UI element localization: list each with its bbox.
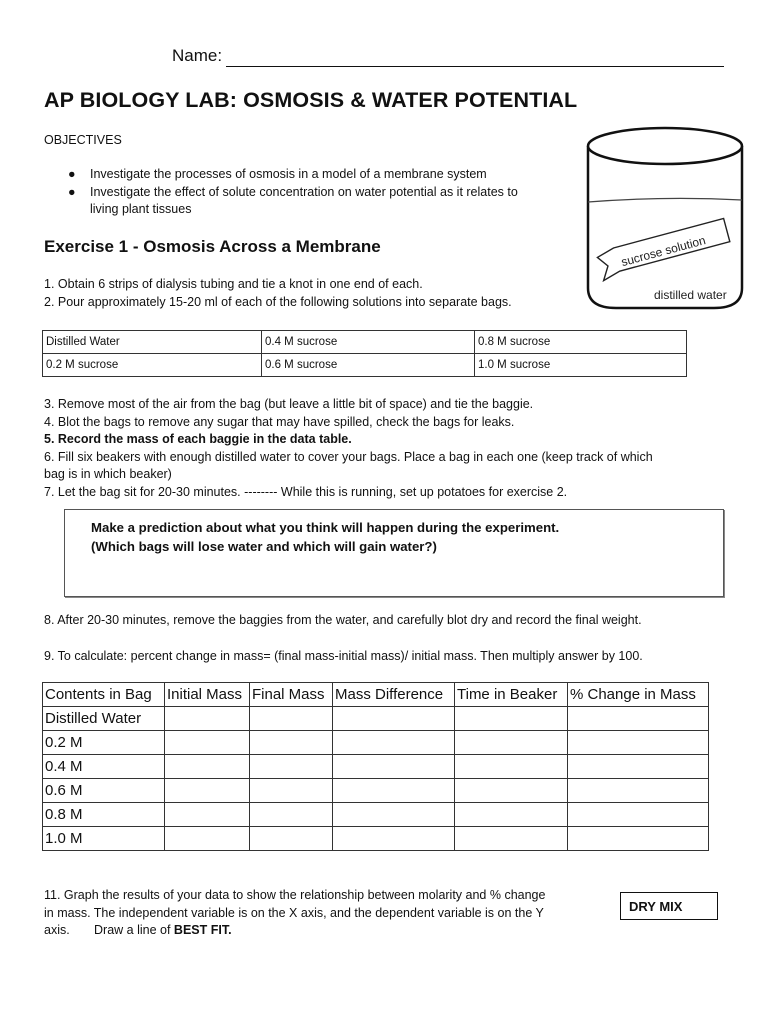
- bullet-icon: ●: [68, 167, 76, 181]
- step-9: 9. To calculate: percent change in mass= (final mass-initial mass)/ initial mass. Then multiply answer by 100.: [44, 649, 643, 663]
- row-label: 1.0 M: [43, 827, 165, 851]
- water-label: distilled water: [654, 288, 727, 302]
- objectives-list: [62, 166, 572, 219]
- input-cell[interactable]: [250, 731, 333, 755]
- step-7: 7. Let the bag sit for 20-30 minutes. -------- While this is running, set up potatoes for exercise 2.: [44, 484, 568, 499]
- input-cell[interactable]: [568, 731, 709, 755]
- column-header: Initial Mass: [165, 683, 250, 707]
- input-cell[interactable]: [333, 827, 455, 851]
- step-3: 3. Remove most of the air from the bag (but leave a little bit of space) and tie the baggie.: [44, 397, 534, 411]
- step-8: 8. After 20-30 minutes, remove the baggies from the water, and carefully blot dry and record the final weight.: [44, 613, 642, 627]
- table-row: [43, 779, 709, 803]
- row-label: 0.6 M: [43, 779, 165, 803]
- table-cell: Distilled Water: [43, 331, 262, 354]
- table-cell: 1.0 M sucrose: [475, 354, 687, 377]
- step-6: 6. Fill six beakers with enough distilled water to cover your bags. Place a bag in each one (keep track of which: [44, 449, 653, 464]
- input-cell[interactable]: [250, 707, 333, 731]
- row-label: 0.8 M: [43, 803, 165, 827]
- prediction-prompt: Make a prediction about what you think will happen during the experiment.: [91, 520, 560, 535]
- input-cell[interactable]: [333, 755, 455, 779]
- table-row: [43, 827, 709, 851]
- row-label: 0.4 M: [43, 755, 165, 779]
- column-header: Final Mass: [250, 683, 333, 707]
- step-4: 4. Blot the bags to remove any sugar that may have spilled, check the bags for leaks.: [44, 414, 515, 429]
- input-cell[interactable]: [165, 731, 250, 755]
- objective-item: ● Investigate the effect of solute concentration on water potential as it relates to: [62, 184, 572, 202]
- row-label: 0.2 M: [43, 731, 165, 755]
- input-cell[interactable]: [568, 779, 709, 803]
- input-cell[interactable]: [455, 779, 568, 803]
- table-row: [43, 331, 687, 354]
- input-cell[interactable]: [250, 779, 333, 803]
- page-title: AP BIOLOGY LAB: OSMOSIS & WATER POTENTIAL: [44, 88, 578, 112]
- table-row: [43, 354, 687, 377]
- input-cell[interactable]: [455, 755, 568, 779]
- input-cell[interactable]: [455, 803, 568, 827]
- dialysis-strip: [596, 218, 731, 280]
- step-5: 5. Record the mass of each baggie in the data table.: [44, 432, 352, 446]
- step-1: 1. Obtain 6 strips of dialysis tubing and tie a knot in one end of each.: [44, 277, 423, 291]
- input-cell[interactable]: [250, 755, 333, 779]
- strip-label: sucrose solution: [619, 233, 708, 270]
- table-row: [43, 707, 709, 731]
- input-cell[interactable]: [568, 707, 709, 731]
- table-cell: 0.6 M sucrose: [262, 354, 475, 377]
- objectives-heading: OBJECTIVES: [44, 133, 122, 147]
- input-cell[interactable]: [250, 827, 333, 851]
- input-cell[interactable]: [165, 803, 250, 827]
- water-surface: [588, 198, 742, 202]
- input-cell[interactable]: [568, 755, 709, 779]
- objective-item-continued: living plant tissues: [90, 202, 192, 216]
- table-header-row: [43, 683, 709, 707]
- input-cell[interactable]: [333, 707, 455, 731]
- row-label: Distilled Water: [43, 707, 165, 731]
- step-6-continued: bag is in which beaker): [44, 467, 172, 481]
- prediction-box[interactable]: [64, 509, 724, 597]
- exercise1-heading: Exercise 1 - Osmosis Across a Membrane: [44, 237, 381, 256]
- dry-mix-badge: DRY MIX: [620, 892, 718, 920]
- input-cell[interactable]: [455, 707, 568, 731]
- table-cell: 0.2 M sucrose: [43, 354, 262, 377]
- input-cell[interactable]: [165, 827, 250, 851]
- step-2: 2. Pour approximately 15-20 ml of each of the following solutions into separate bags.: [44, 294, 512, 309]
- step-11: 11. Graph the results of your data to show the relationship between molarity and % change in mass. The independent variable is on the X axis, and the dependent variable is on the Y axis. Draw a line of BEST FIT.: [44, 888, 546, 937]
- name-label: Name:: [172, 46, 223, 65]
- column-header: % Change in Mass: [568, 683, 709, 707]
- prediction-subprompt: (Which bags will lose water and which will gain water?): [91, 539, 437, 554]
- input-cell[interactable]: [333, 803, 455, 827]
- table-cell: 0.4 M sucrose: [262, 331, 475, 354]
- input-cell[interactable]: [165, 755, 250, 779]
- column-header: Contents in Bag: [43, 683, 165, 707]
- objective-item: ● Investigate the processes of osmosis in a model of a membrane system: [62, 166, 572, 184]
- column-header: Mass Difference: [333, 683, 455, 707]
- input-cell[interactable]: [568, 803, 709, 827]
- jar-rim: [588, 128, 742, 164]
- name-blank-line[interactable]: [226, 66, 724, 67]
- input-cell[interactable]: [568, 827, 709, 851]
- input-cell[interactable]: [333, 779, 455, 803]
- input-cell[interactable]: [455, 827, 568, 851]
- input-cell[interactable]: [250, 803, 333, 827]
- table-row: [43, 803, 709, 827]
- steps-1-2: [44, 276, 734, 311]
- input-cell[interactable]: [165, 779, 250, 803]
- table-row: [43, 731, 709, 755]
- bullet-icon: ●: [68, 184, 76, 199]
- input-cell[interactable]: [333, 731, 455, 755]
- input-cell[interactable]: [455, 731, 568, 755]
- column-header: Time in Beaker: [455, 683, 568, 707]
- solutions-table: [42, 330, 687, 377]
- steps-3-7: [44, 396, 734, 501]
- input-cell[interactable]: [165, 707, 250, 731]
- table-cell: 0.8 M sucrose: [475, 331, 687, 354]
- data-table[interactable]: [42, 682, 709, 851]
- table-row: [43, 755, 709, 779]
